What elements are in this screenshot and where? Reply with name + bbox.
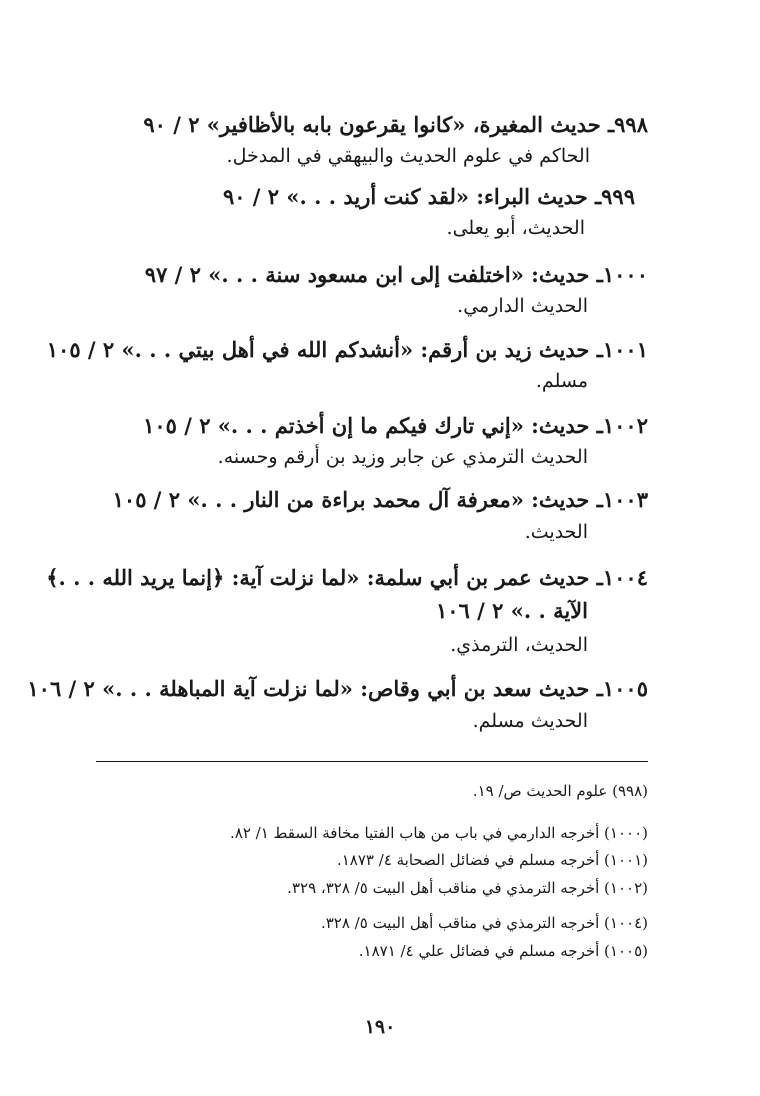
hadith-source: الحديث. bbox=[524, 521, 588, 543]
hadith-number: ١٠٠٠ bbox=[602, 262, 648, 287]
hadith-entry-1004 bbox=[46, 565, 648, 590]
hadith-entry-999 bbox=[223, 184, 635, 209]
hadith-number: ١٠٠٢ bbox=[602, 413, 648, 438]
hadith-source: مسلم. bbox=[535, 370, 588, 392]
footnote-1000: (١٠٠٠) أخرجه الدارمي في باب من هاب الفتيا مخافة السقط ١/ ٨٢. bbox=[229, 824, 648, 842]
page-number: ١٩٠ bbox=[364, 1016, 396, 1038]
footnote-1001: (١٠٠١) أخرجه مسلم في فضائل الصحابة ٤/ ١٨٧٣. bbox=[336, 851, 648, 869]
hadith-source: الحديث الترمذي عن جابر وزيد بن أرقم وحسنه. bbox=[217, 446, 588, 468]
hadith-entry-998 bbox=[143, 112, 648, 137]
hadith-title: ـ حديث عمر بن أبي سلمة: «لما نزلت آية: ﴿إنما يريد الله . . .﴾ bbox=[46, 565, 603, 590]
hadith-entry-1001 bbox=[47, 337, 648, 362]
footnote-1004: (١٠٠٤) أخرجه الترمذي في مناقب أهل البيت ٥/ ٣٢٨. bbox=[320, 914, 648, 932]
hadith-title: ـ حديث زيد بن أرقم: «أنشدكم الله في أهل بيتي . . .» ٢ / ١٠٥ bbox=[46, 337, 603, 362]
hadith-number: ١٠٠٤ bbox=[602, 565, 648, 590]
footnote-1005: (١٠٠٥) أخرجه مسلم في فضائل علي ٤/ ١٨٧١. bbox=[358, 942, 648, 960]
hadith-entry-1003 bbox=[113, 487, 648, 512]
hadith-entry-1002 bbox=[143, 413, 648, 438]
hadith-source: الحديث الدارمي. bbox=[457, 295, 588, 317]
hadith-entry-1000 bbox=[145, 262, 648, 287]
hadith-source: الحديث، الترمذي. bbox=[450, 634, 588, 656]
hadith-source: الحديث مسلم. bbox=[472, 710, 588, 732]
hadith-number: ٩٩٩ bbox=[601, 184, 635, 209]
hadith-source: الحديث، أبو يعلى. bbox=[446, 217, 585, 239]
hadith-title: ـ حديث: «معرفة آل محمد براءة من النار . . .» ٢ / ١٠٥ bbox=[112, 487, 603, 512]
hadith-source: الحاكم في علوم الحديث والبيهقي في المدخل. bbox=[226, 145, 590, 167]
hadith-entry-1005 bbox=[27, 676, 648, 701]
footnote-998: (٩٩٨) علوم الحديث ص/ ١٩. bbox=[472, 782, 648, 800]
hadith-number: ١٠٠٥ bbox=[602, 676, 648, 701]
hadith-number: ٩٩٨ bbox=[614, 112, 648, 137]
hadith-title: ـ حديث سعد بن أبي وقاص: «لما نزلت آية المباهلة . . .» ٢ / ١٠٦ bbox=[27, 676, 603, 701]
hadith-continuation: الآية . .» ٢ / ١٠٦ bbox=[435, 598, 588, 623]
hadith-title: ـ حديث: «إني تارك فيكم ما إن أخذتم . . .» ٢ / ١٠٥ bbox=[143, 413, 603, 438]
footnote-divider bbox=[96, 761, 648, 762]
hadith-number: ١٠٠١ bbox=[602, 337, 648, 362]
hadith-title: ـ حديث البراء: «لقد كنت أريد . . .» ٢ / ٩٠ bbox=[222, 184, 602, 209]
hadith-number: ١٠٠٣ bbox=[602, 487, 648, 512]
hadith-title: ـ حديث: «اختلفت إلى ابن مسعود سنة . . .» ٢ / ٩٧ bbox=[144, 262, 603, 287]
hadith-title: ـ حديث المغيرة، «كانوا يقرعون بابه بالأظافير» ٢ / ٩٠ bbox=[143, 112, 615, 137]
footnote-1002: (١٠٠٢) أخرجه الترمذي في مناقب أهل البيت ٥/ ٣٢٨، ٣٢٩. bbox=[287, 879, 648, 897]
